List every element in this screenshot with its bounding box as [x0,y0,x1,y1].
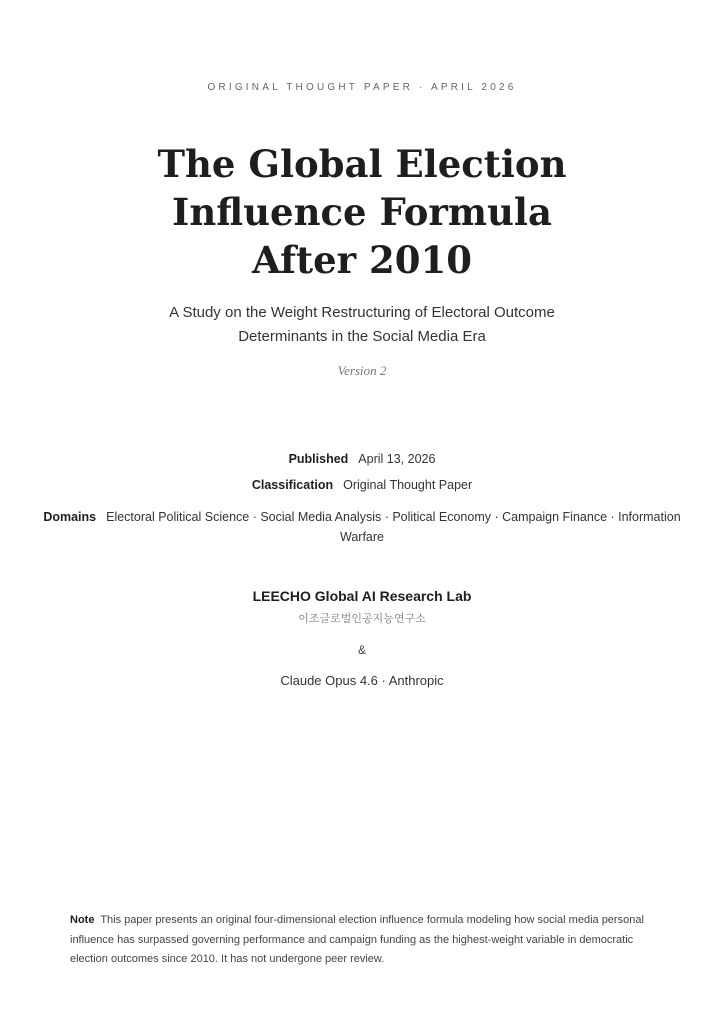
meta-domains-continuation [0,530,724,544]
author-lab-name: LEECHO Global AI Research Lab [252,588,472,604]
paper-title-line-1: The Global Election [157,142,567,186]
paper-kicker: ORIGINAL THOUGHT PAPER · APRIL 2026 [207,82,517,93]
meta-classification-value: Original Thought Paper [343,478,473,492]
paper-title-line-3: After 2010 [252,238,472,282]
meta-classification [0,478,724,492]
paper-title-line-2: Influence Formula [172,190,552,234]
author-coauthor: Claude Opus 4.6 · Anthropic [280,673,444,688]
meta-published [0,452,724,466]
paper-note-text: This paper presents an original four-dimensional election influence formula modeling how social media personal influence has surpassed governing performance and campaign funding as the highest-weight variable in democratic election outcomes since 2010. It has not undergone peer review. [70,914,644,965]
author-separator: & [357,643,366,657]
paper-subtitle [0,301,724,349]
meta-domains [0,504,724,530]
paper-version: Version 2 [337,363,387,378]
paper-subtitle-line-1: A Study on the Weight Restructuring of Electoral Outcome [169,304,555,321]
meta-published-value: April 13, 2026 [358,452,436,466]
meta-published-label: Published [288,452,349,466]
paper-subtitle-line-2: Determinants in the Social Media Era [238,328,486,345]
paper-note [70,911,660,970]
meta-domains-value-line-2: Warfare [340,530,384,544]
meta-classification-label: Classification [251,478,334,492]
author-lab-name-korean: 이조글로벌인공지능연구소 [298,612,426,625]
meta-domains-value-line-1: Electoral Political Science · Social Media Analysis · Political Economy · Campaign Finance · Information [106,510,681,524]
meta-domains-label: Domains [43,510,97,524]
paper-note-label: Note [70,914,95,926]
paper-title [0,140,724,284]
